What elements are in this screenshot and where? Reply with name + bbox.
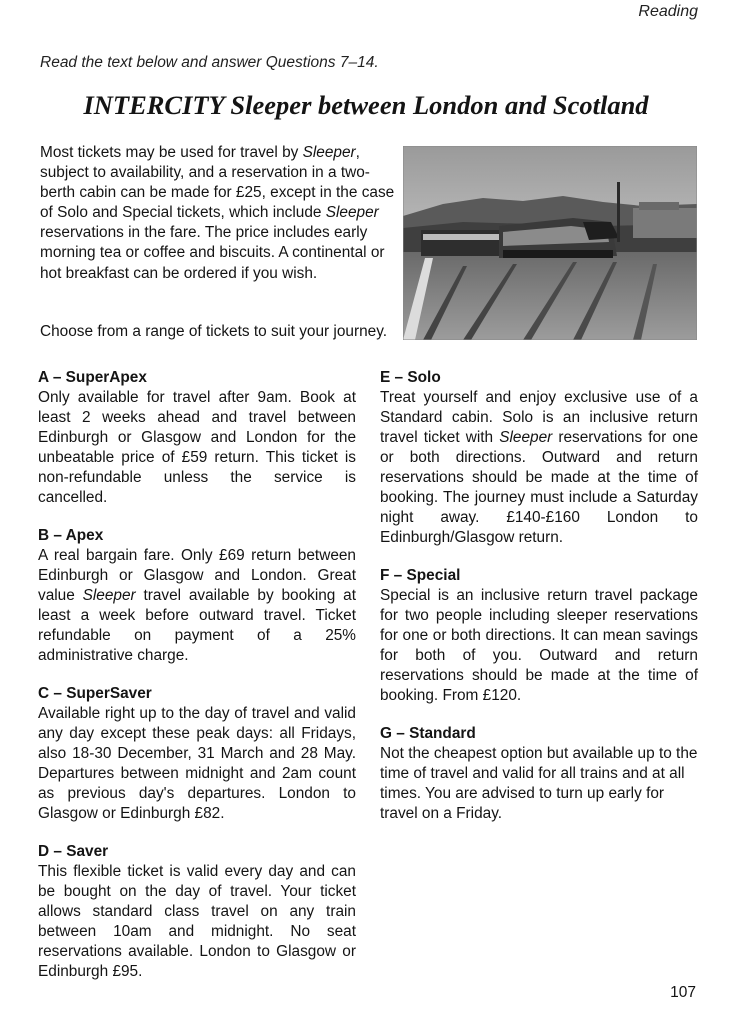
page-title: INTERCITY Sleeper between London and Scotland [83,90,649,120]
ticket-heading: C – SuperSaver [38,685,152,702]
ticket-heading: E – Solo [380,369,441,386]
ticket-description: Available right up to the day of travel and valid any day except these peak days: all Fridays, also 18-30 December, 31 March and 28 May. Departures between midnight and 2am count as previous day's departures. London to Glasgow or Edinburgh £82. [38,705,356,822]
ticket-saver [38,842,356,982]
tickets-left-column [38,368,356,1000]
ticket-standard [380,724,698,824]
intro-text: reservations in the fare. The price includes early morning tea or coffee and biscuits. A continental or hot breakfast can be ordered if you wish. [40,224,385,282]
tickets-right-column [380,368,698,842]
ticket-emphasis: Sleeper [82,587,136,604]
ticket-heading: A – SuperApex [38,369,147,386]
ticket-text: travel available by booking at least a week before outward travel. Ticket refundable on payment of a 25% administrative charge. [38,587,356,664]
intro-text: , subject to availability, and a reservation in a two-berth cabin can be made for £25, except in the case of Solo and Special tickets, which include [40,144,395,222]
ticket-description [38,546,356,666]
ticket-heading: B – Apex [38,527,104,544]
ticket-description: Special is an inclusive return travel package for two people including sleeper reservations for one or both directions. It can mean savings for both of you. Outward and return reservations should be made at the time of booking. From £120. [380,587,698,704]
ticket-emphasis: Sleeper [499,429,553,446]
intro-emphasis: Sleeper [325,204,379,222]
intro-closing: Choose from a range of tickets to suit your journey. [40,323,388,340]
ticket-description: Not the cheapest option but available up to the time of travel and valid for all trains and at all times. You are advised to turn up early for travel on a Friday. [380,745,698,822]
ticket-description: Only available for travel after 9am. Book at least 2 weeks ahead and travel between Edinburgh or Glasgow and London for the unbeatable price of £59 return. This ticket is non-refundable unless the service is cancelled. [38,389,356,506]
ticket-text: reservations for one or both directions. Outward and return reservations should be made at the time of booking. The journey must include a Saturday night away. £140-£160 London to Edinburgh/Glasgow return. [380,429,698,546]
intro-emphasis: Sleeper [302,144,356,161]
ticket-solo [380,368,698,548]
ticket-apex [38,526,356,666]
ticket-special [380,566,698,706]
running-head: Reading [638,3,698,20]
ticket-heading: D – Saver [38,843,109,860]
ticket-heading: G – Standard [380,725,476,742]
page-number: 107 [670,984,696,1001]
intro-paragraph [40,143,400,284]
ticket-description: This flexible ticket is valid every day and can be bought on the day of travel. Your ticket allows standard class travel on any train between 10am and midnight. No seat reservations available. London to Glasgow or Edinburgh £95. [38,863,356,980]
ticket-text: A real bargain fare. Only £69 return between Edinburgh or Glasgow and London. Great value [38,547,356,604]
train-photo [403,146,697,340]
instruction: Read the text below and answer Questions 7–14. [40,54,379,71]
ticket-superapex [38,368,356,508]
intro-text: Most tickets may be used for travel by [40,144,303,161]
ticket-text: Treat yourself and enjoy exclusive use of a Standard cabin. Solo is an inclusive return travel ticket with [380,389,698,446]
train-photo-illustration [403,146,697,340]
ticket-supersaver [38,684,356,824]
ticket-heading: F – Special [380,567,461,584]
ticket-description [380,388,698,548]
